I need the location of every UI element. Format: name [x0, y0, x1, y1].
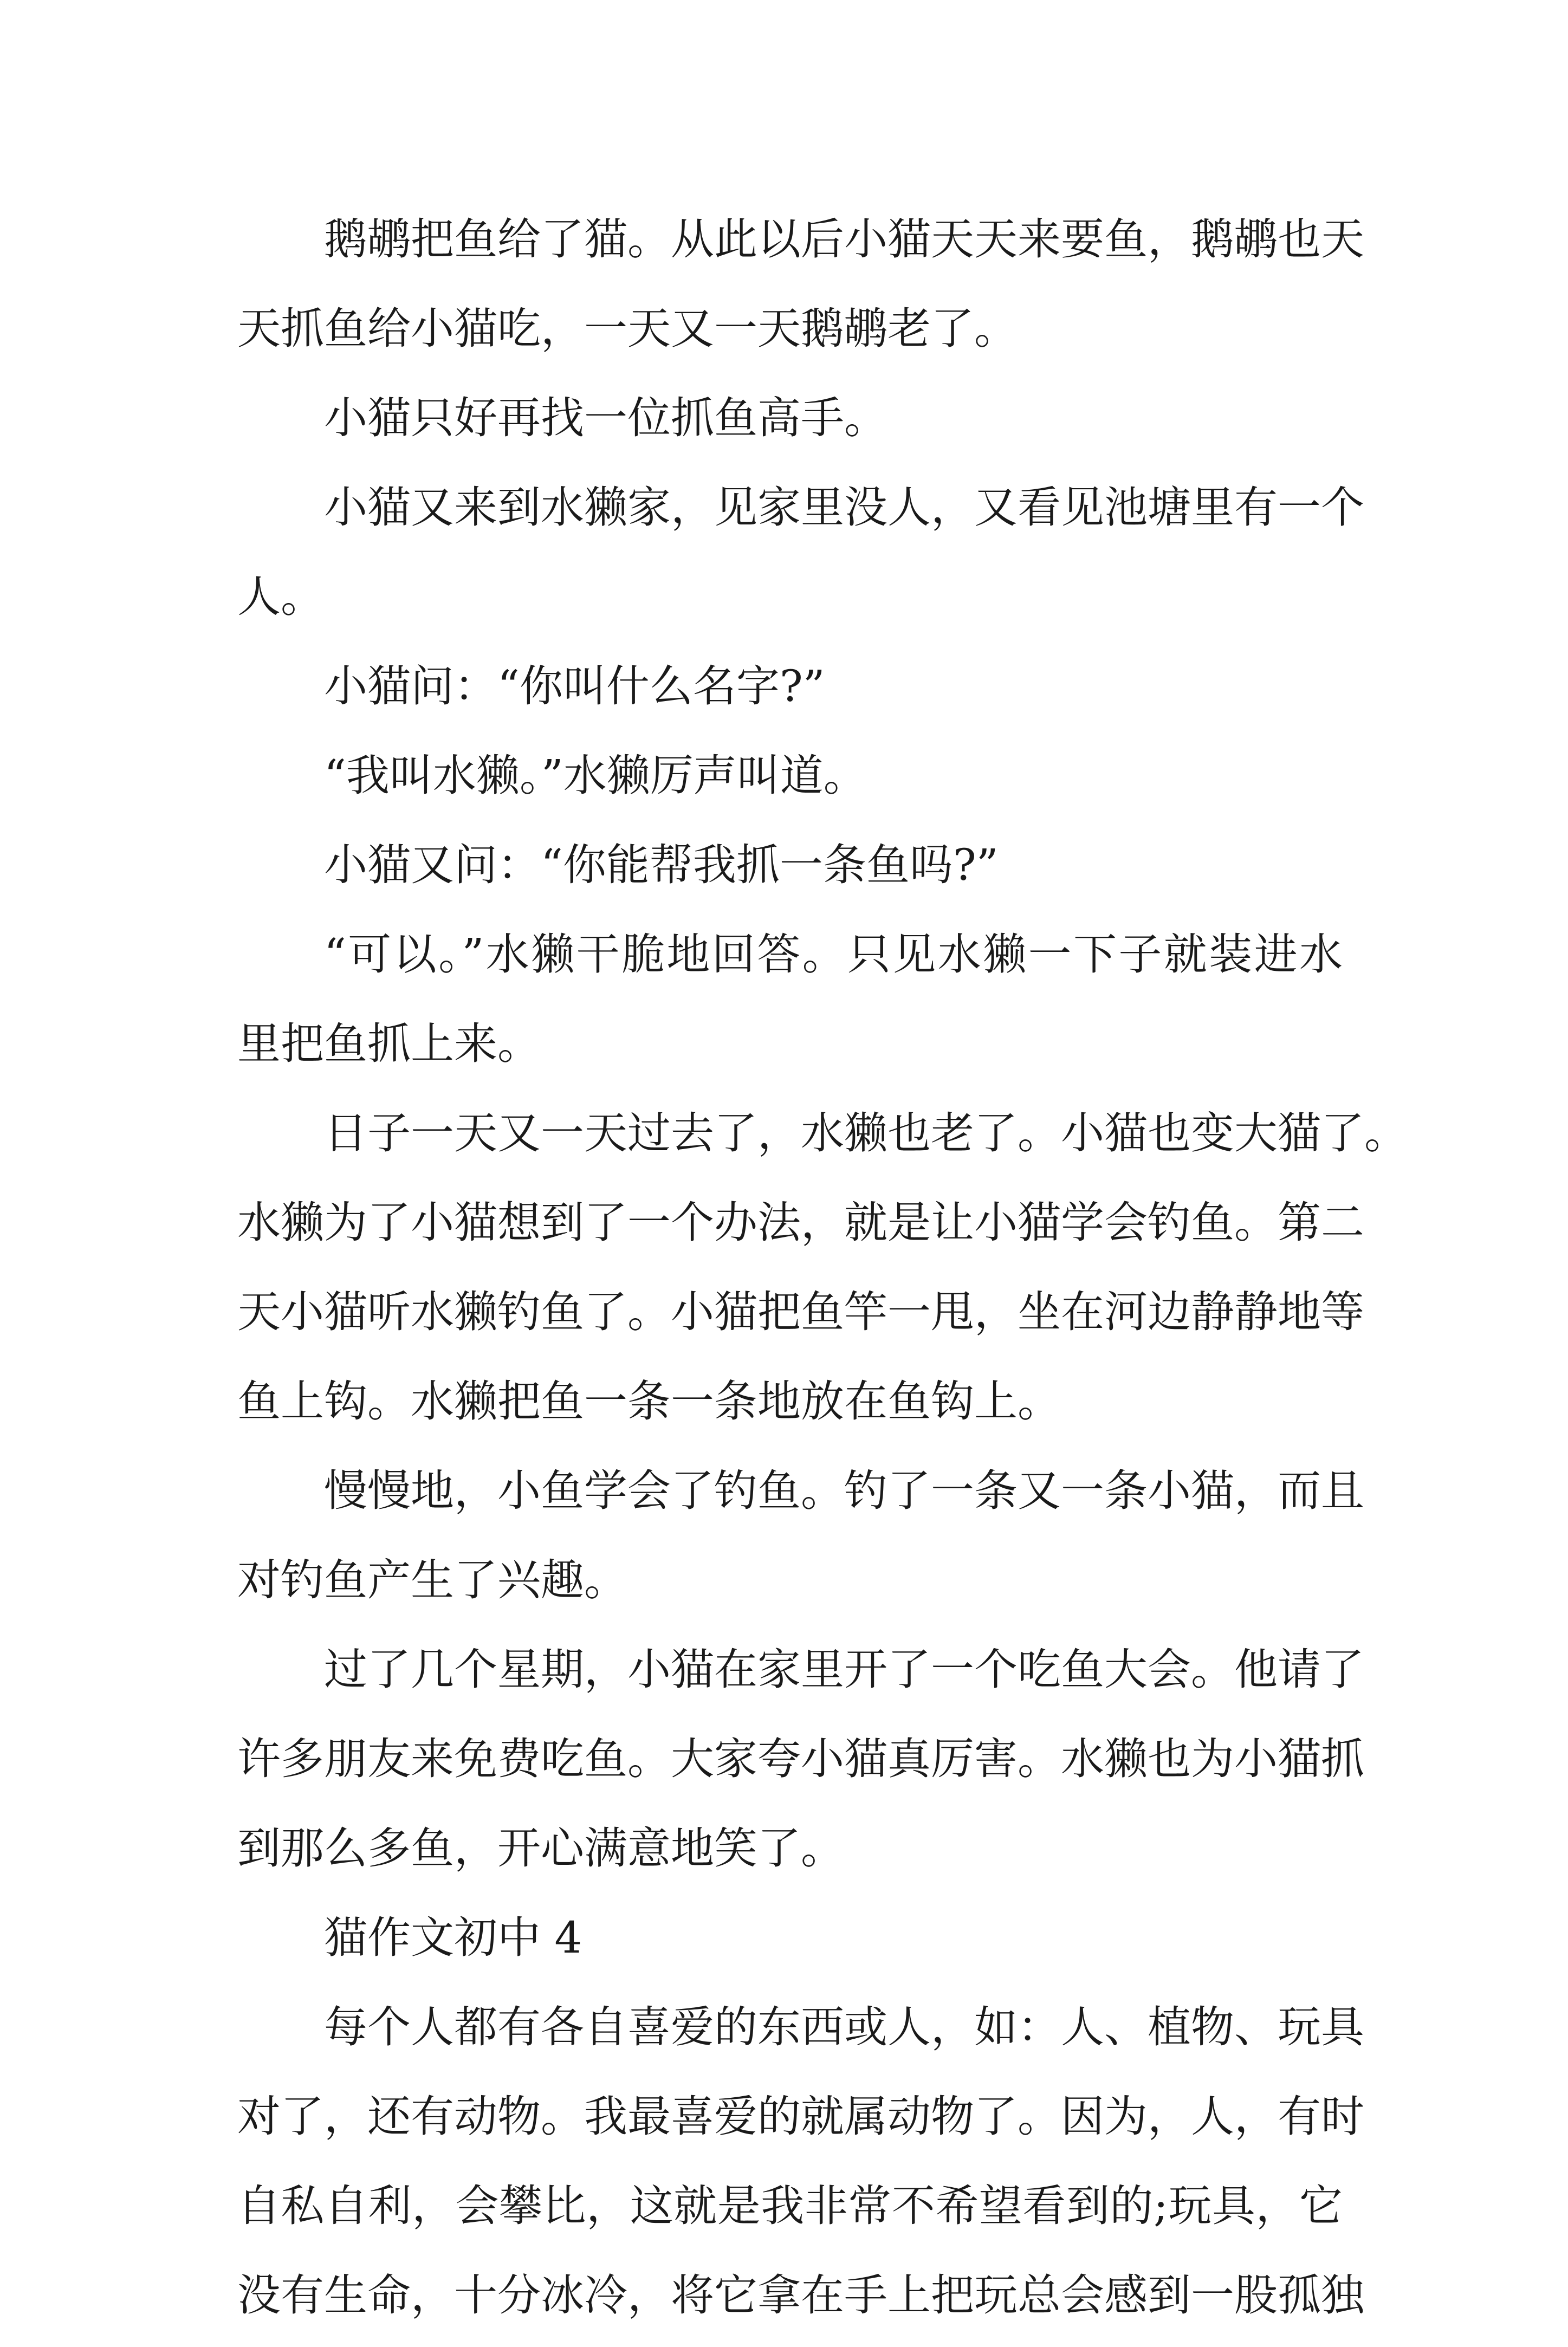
text-line: 鱼上钩。水獭把鱼一条一条地放在鱼钩上。: [237, 1376, 1061, 1427]
text-line: 天小猫听水獭钓鱼了。小猫把鱼竿一甩，坐在河边静静地等: [237, 1287, 1364, 1337]
text-line: 里把鱼抓上来。: [237, 1019, 541, 1069]
text-line: 自私自利，会攀比，这就是我非常不希望看到的;玩具，它: [237, 2181, 1343, 2231]
text-line: 小猫只好再找一位抓鱼高手。: [324, 393, 887, 443]
text-line: 水獭为了小猫想到了一个办法，就是让小猫学会钓鱼。第二: [237, 1197, 1364, 1248]
text-line: 鹅鹕把鱼给了猫。从此以后小猫天天来要鱼，鹅鹕也天: [324, 214, 1364, 264]
text-line: 小猫又问：“你能帮我抓一条鱼吗?”: [324, 840, 999, 890]
text-line: 猫作文初中 4: [324, 1912, 582, 1963]
text-line: 过了几个星期，小猫在家里开了一个吃鱼大会。他请了: [324, 1644, 1364, 1695]
text-line: 小猫又来到水獭家，见家里没人，又看见池塘里有一个: [324, 482, 1364, 533]
text-line: 慢慢地，小鱼学会了钓鱼。钓了一条又一条小猫，而且: [324, 1466, 1364, 1516]
text-line: 日子一天又一天过去了，水獭也老了。小猫也变大猫了。: [324, 1108, 1408, 1158]
text-line: 对了，还有动物。我最喜爱的就属动物了。因为，人，有时: [237, 2091, 1364, 2142]
text-line: “我叫水獭。”水獭厉声叫道。: [324, 750, 867, 801]
text-line: “可以。”水獭干脆地回答。只见水獭一下子就装进水: [324, 929, 1343, 980]
text-line: 每个人都有各自喜爱的东西或人，如：人、植物、玩具: [324, 2002, 1364, 2052]
text-line: 人。: [237, 572, 324, 622]
text-line: 天抓鱼给小猫吃，一天又一天鹅鹕老了。: [237, 303, 1018, 354]
text-line: 对钓鱼产生了兴趣。: [237, 1555, 627, 1605]
text-line: 小猫问：“你叫什么名字?”: [324, 661, 825, 711]
text-line: 没有生命，十分冰冷，将它拿在手上把玩总会感到一股孤独: [237, 2270, 1364, 2320]
document-body: [237, 202, 1408, 2347]
text-line: 许多朋友来免费吃鱼。大家夸小猫真厉害。水獭也为小猫抓: [237, 1734, 1364, 1784]
text-line: 到那么多鱼，开心满意地笑了。: [237, 1823, 844, 1873]
